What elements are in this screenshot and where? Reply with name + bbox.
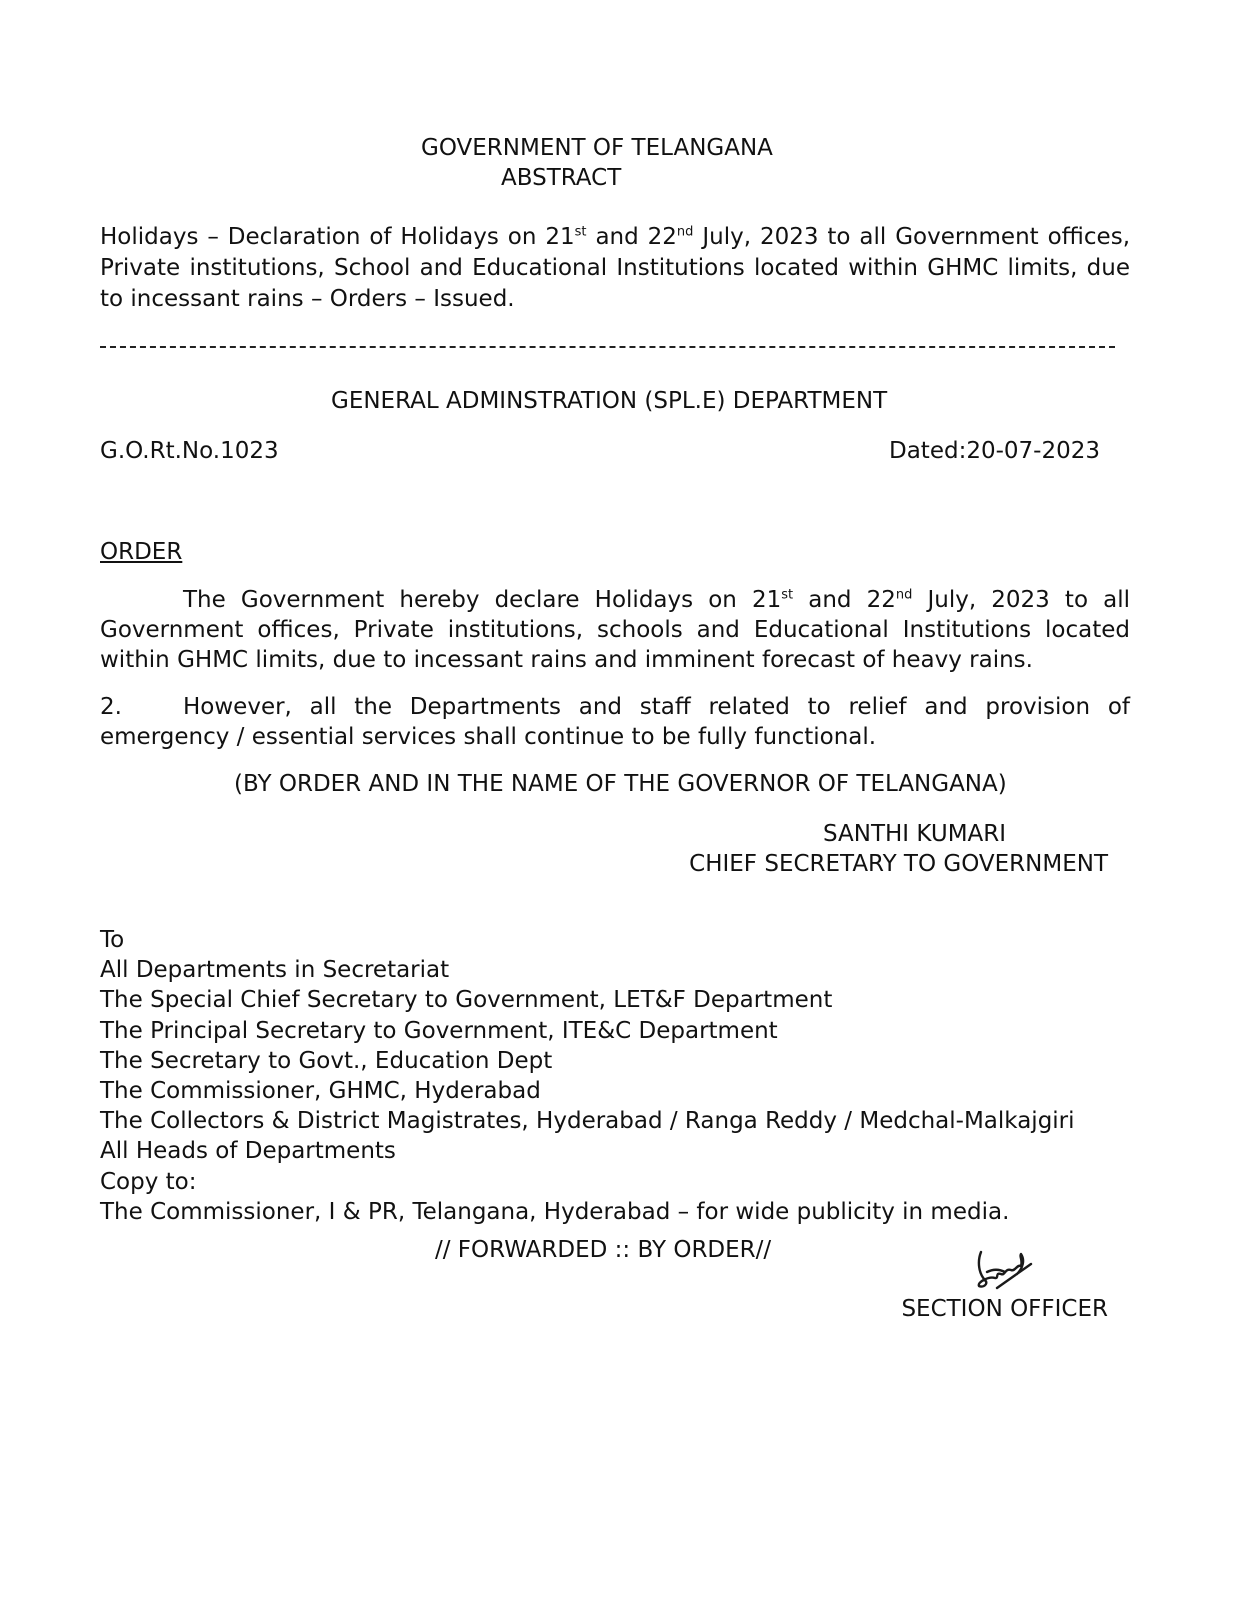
- signatory-name: SANTHI KUMARI: [823, 821, 1007, 847]
- list-item: The Commissioner, GHMC, Hyderabad: [100, 1078, 541, 1105]
- dated: Dated:20-07-2023: [889, 438, 1100, 464]
- order-paragraph-2: 2. However, all the Departments and staff related to relief and provision of emergency / essential services shall continue to be fully functional.: [100, 694, 1130, 750]
- order-heading: ORDER: [100, 539, 183, 565]
- list-item: The Collectors & District Magistrates, Hyderabad / Ranga Reddy / Medchal-Malkajgiri: [100, 1108, 1075, 1135]
- government-title: GOVERNMENT OF TELANGANA: [421, 135, 773, 161]
- list-item: All Heads of Departments: [100, 1138, 396, 1165]
- abstract-title: ABSTRACT: [501, 165, 622, 191]
- forwarded-line: // FORWARDED :: BY ORDER//: [435, 1237, 772, 1263]
- to-label: To: [100, 927, 125, 953]
- list-item: All Departments in Secretariat: [100, 957, 450, 984]
- signatory-title: CHIEF SECRETARY TO GOVERNMENT: [689, 851, 1108, 877]
- recipients-list: [100, 925, 1075, 1227]
- department-heading: GENERAL ADMINSTRATION (SPL.E) DEPARTMENT: [331, 388, 888, 414]
- by-order-line: (BY ORDER AND IN THE NAME OF THE GOVERNOR OF TELANGANA): [234, 771, 1007, 797]
- order-paragraph-1: The Government hereby declare Holidays on 21st and 22nd July, 2023 to all Government offices, Private institutions, schools and Educational Institutions located within GHMC limits, due to incessant rains and imminent forecast of heavy rains.: [100, 587, 1130, 673]
- list-item: The Secretary to Govt., Education Dept: [100, 1047, 553, 1074]
- subject-paragraph: Holidays – Declaration of Holidays on 21st and 22nd July, 2023 to all Government offices, Private institutions, School and Educational Institutions located within GHMC limits, due to incessant rains – Orders – Issued.: [100, 224, 1131, 312]
- list-item: The Special Chief Secretary to Government, LET&F Department: [100, 987, 833, 1014]
- list-item: The Principal Secretary to Government, ITE&C Department: [100, 1017, 778, 1044]
- section-officer: SECTION OFFICER: [901, 1296, 1108, 1322]
- signature-mark: [975, 1248, 1035, 1294]
- copy-to-label: Copy to:: [100, 1168, 197, 1195]
- paragraph-number: 2.: [100, 694, 122, 720]
- separator-line: [100, 346, 1115, 348]
- list-item: The Commissioner, I & PR, Telangana, Hyderabad – for wide publicity in media.: [100, 1198, 1010, 1225]
- go-number: G.O.Rt.No.1023: [100, 438, 279, 464]
